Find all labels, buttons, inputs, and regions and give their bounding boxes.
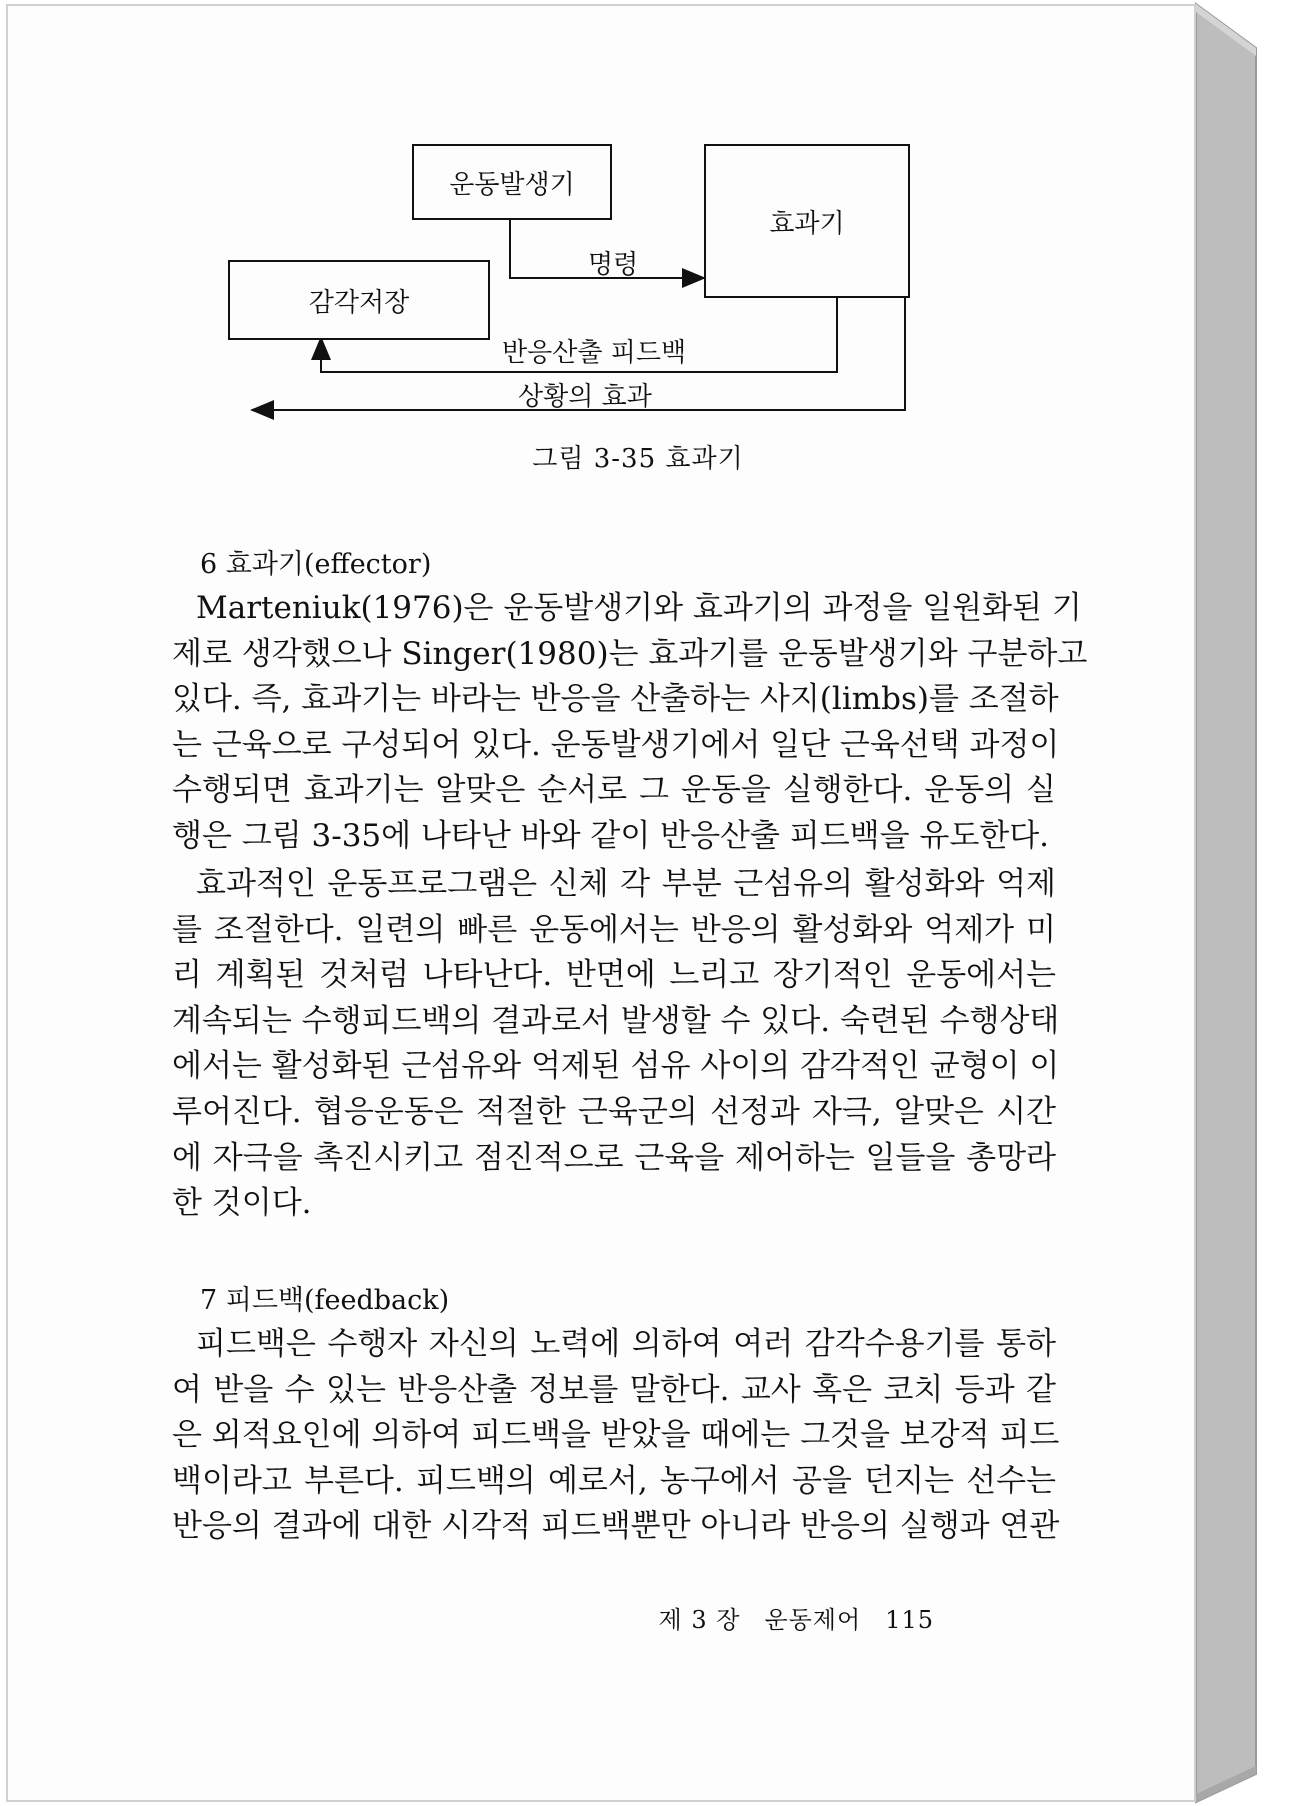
section-6-paragraph-2	[172, 862, 1060, 1227]
footer-chapter: 제 3 장	[658, 1606, 741, 1634]
box-effector-label: 효과기	[769, 208, 845, 239]
text-line: 제로 생각했으나 Singer(1980)는 효과기를 운동발생기와 구분하고	[172, 635, 1088, 672]
label-command: 명령	[588, 250, 639, 280]
text-line: 는 근육으로 구성되어 있다. 운동발생기에서 일단 근육선택 과정이	[172, 726, 1060, 763]
text-line: 은 외적요인에 의하여 피드백을 받았을 때에는 그것을 보강적 피드	[172, 1417, 1060, 1454]
box-sensory-storage-label: 감각저장	[308, 287, 410, 318]
box-sensory-storage	[228, 260, 490, 340]
page-number: 115	[885, 1606, 934, 1634]
text-line: 루어진다. 협응운동은 적절한 근육군의 선정과 자극, 알맞은 시간	[172, 1093, 1056, 1130]
text-line: 행은 그림 3-35에 나타난 바와 같이 반응산출 피드백을 유도한다.	[172, 817, 1050, 854]
text-line: 계속되는 수행피드백의 결과로서 발생할 수 있다. 숙련된 수행상태	[172, 1002, 1060, 1039]
text-line: 효과적인 운동프로그램은 신체 각 부분 근섬유의 활성화와 억제	[196, 866, 1056, 902]
text-line: 여 받을 수 있는 반응산출 정보를 말한다. 교사 혹은 코치 등과 같	[172, 1371, 1056, 1408]
section-6-paragraph-1	[172, 586, 1088, 860]
box-effector	[704, 144, 910, 298]
box-motor-generator	[412, 144, 612, 220]
section-6-heading: 6 효과기(effector)	[200, 549, 432, 580]
figure-effector-diagram	[168, 126, 1108, 506]
page-footer	[659, 1600, 934, 1635]
label-response-feedback: 반응산출 피드백	[502, 338, 687, 368]
box-motor-generator-label: 운동발생기	[449, 169, 575, 200]
figure-caption: 그림 3-35 효과기	[532, 444, 744, 474]
label-situation-effect: 상황의 효과	[518, 382, 652, 412]
text-line: 피드백은 수행자 자신의 노력에 의하여 여러 감각수용기를 통하	[196, 1326, 1056, 1362]
section-7-heading: 7 피드백(feedback)	[200, 1285, 450, 1316]
text-line: Marteniuk(1976)은 운동발생기와 효과기의 과정을 일원화된 기	[196, 590, 1082, 626]
section-7-paragraph-1	[172, 1322, 1060, 1550]
text-line: 한 것이다.	[172, 1185, 312, 1222]
text-line: 있다. 즉, 효과기는 바라는 반응을 산출하는 사지(limbs)를 조절하	[172, 681, 1059, 718]
text-line: 를 조절한다. 일련의 빠른 운동에서는 반응의 활성화와 억제가 미	[172, 911, 1056, 948]
text-line: 에서는 활성화된 근섬유와 억제된 섬유 사이의 감각적인 균형이 이	[172, 1048, 1060, 1085]
footer-title: 운동제어	[764, 1606, 862, 1634]
text-line: 백이라고 부른다. 피드백의 예로서, 농구에서 공을 던지는 선수는	[172, 1462, 1056, 1499]
book-page	[6, 4, 1196, 1802]
text-line: 에 자극을 촉진시키고 점진적으로 근육을 제어하는 일들을 총망라	[172, 1139, 1056, 1176]
text-line: 수행되면 효과기는 알맞은 순서로 그 운동을 실행한다. 운동의 실	[172, 772, 1056, 809]
text-line: 반응의 결과에 대한 시각적 피드백뿐만 아니라 반응의 실행과 연관	[172, 1508, 1060, 1545]
text-line: 리 계획된 것처럼 나타난다. 반면에 느리고 장기적인 운동에서는	[172, 957, 1056, 994]
